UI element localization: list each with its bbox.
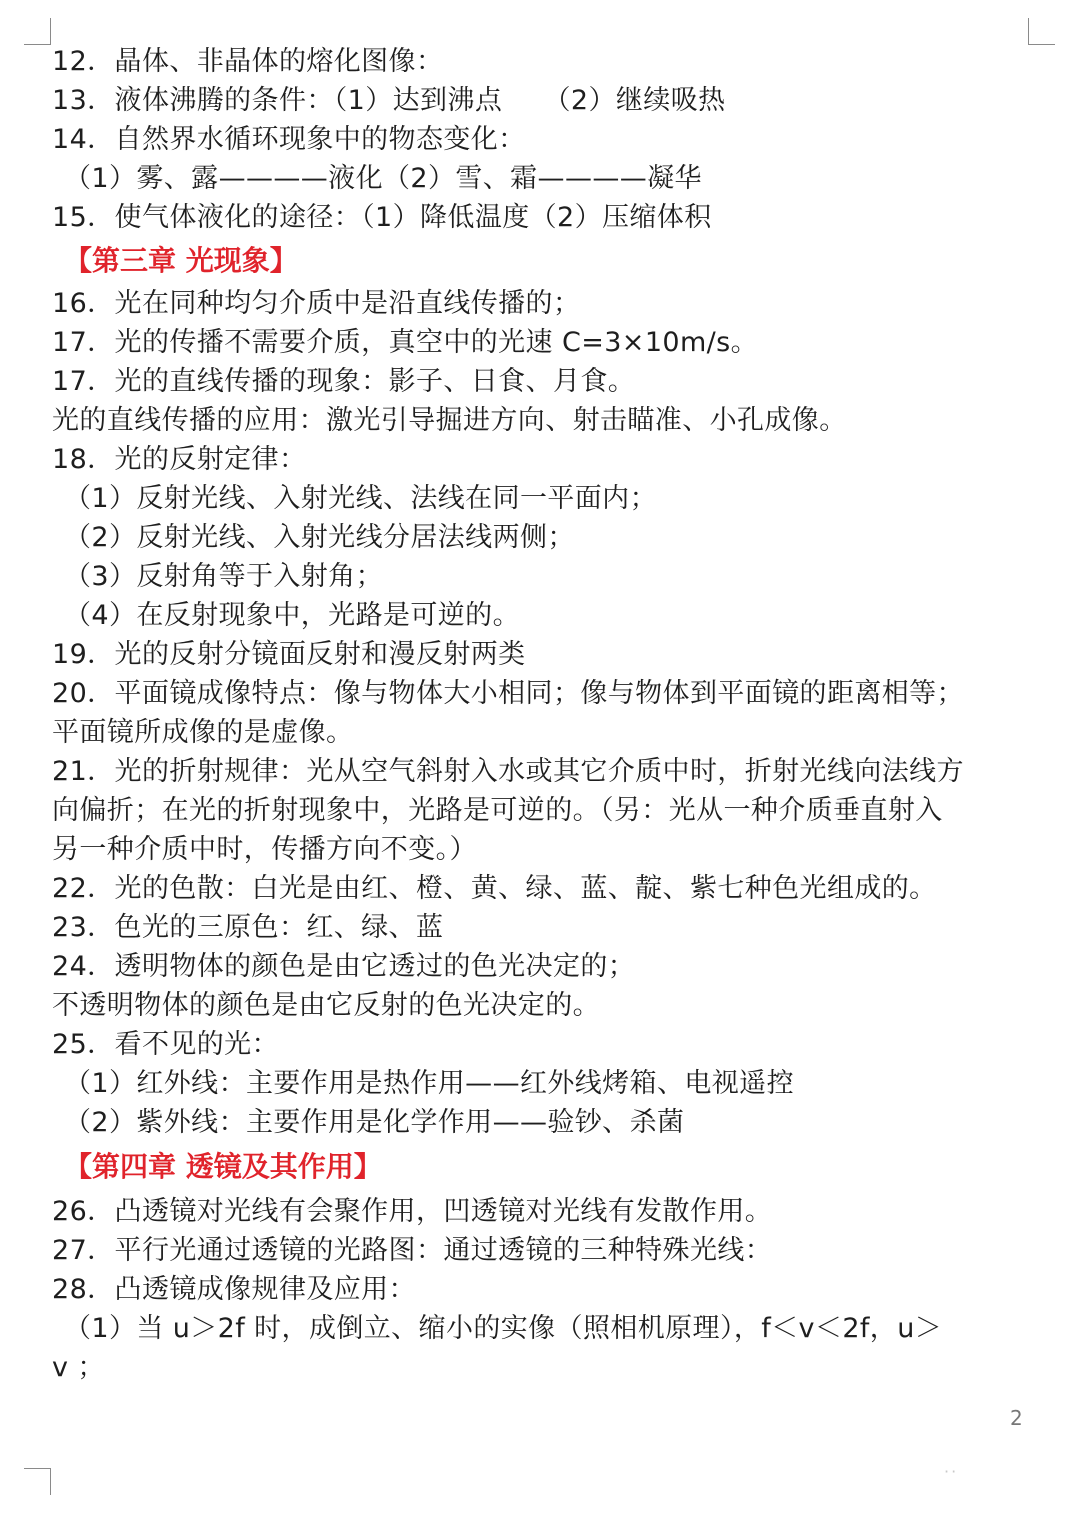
text-line: 21．光的折射规律：光从空气斜射入水或其它介质中时，折射光线向法线方 [52, 756, 964, 787]
text-line: （4）在反射现象中，光路是可逆的。 [64, 600, 520, 631]
text-line: 23．色光的三原色：红、绿、蓝 [52, 912, 444, 943]
text-line: 12．晶体、非晶体的熔化图像： [52, 46, 444, 77]
chapter-3-heading: 【第三章 光现象】 [64, 244, 298, 277]
text-line: 25．看不见的光： [52, 1029, 279, 1060]
text-line: v ； [52, 1352, 105, 1383]
text-line: 19．光的反射分镜面反射和漫反射两类 [52, 639, 526, 670]
text-line: （1）反射光线、入射光线、法线在同一平面内； [64, 483, 657, 514]
crop-mark-top-left [24, 18, 51, 45]
text-line: 18．光的反射定律： [52, 444, 307, 475]
text-line: （1）雾、露————液化（2）雪、霜————凝华 [64, 163, 702, 194]
text-line: 14．自然界水循环现象中的物态变化： [52, 124, 526, 155]
text-line: 光的直线传播的应用：激光引导掘进方向、射击瞄准、小孔成像。 [52, 405, 847, 436]
text-line: 另一种介质中时，传播方向不变。） [52, 834, 477, 865]
footer-mark: ·· [944, 1462, 959, 1481]
crop-mark-bottom-left [24, 1468, 51, 1495]
text-line: （1）红外线：主要作用是热作用——红外线烤箱、电视遥控 [64, 1068, 794, 1099]
text-line: 20．平面镜成像特点：像与物体大小相同；像与物体到平面镜的距离相等； [52, 678, 964, 709]
text-line: （2）紫外线：主要作用是化学作用——验钞、杀菌 [64, 1107, 685, 1138]
text-line: （2）反射光线、入射光线分居法线两侧； [64, 522, 575, 553]
text-line: （3）反射角等于入射角； [64, 561, 383, 592]
text-line: 13．液体沸腾的条件：（1）达到沸点 （2）继续吸热 [52, 85, 726, 116]
page-number: 2 [1010, 1406, 1023, 1430]
text-line: 不透明物体的颜色是由它反射的色光决定的。 [52, 990, 600, 1021]
text-line: 26．凸透镜对光线有会聚作用，凹透镜对光线有发散作用。 [52, 1196, 773, 1227]
text-line: 17．光的传播不需要介质，真空中的光速 C=3×10m/s。 [52, 327, 759, 358]
text-line: 16．光在同种均匀介质中是沿直线传播的； [52, 288, 581, 319]
text-line: 28．凸透镜成像规律及应用： [52, 1274, 416, 1305]
text-line: 17．光的直线传播的现象：影子、日食、月食。 [52, 366, 636, 397]
crop-mark-top-right [1028, 18, 1055, 45]
text-line: （1）当 u＞2f 时，成倒立、缩小的实像（照相机原理），f＜v＜2f，u＞ [64, 1313, 943, 1344]
text-line: 15．使气体液化的途径：（1）降低温度（2）压缩体积 [52, 202, 712, 233]
text-line: 22．光的色散：白光是由红、橙、黄、绿、蓝、靛、紫七种色光组成的。 [52, 873, 937, 904]
text-line: 向偏折；在光的折射现象中，光路是可逆的。（另：光从一种介质垂直射入 [52, 795, 943, 826]
text-line: 平面镜所成像的是虚像。 [52, 717, 354, 748]
document-body [52, 42, 1042, 1387]
chapter-4-heading: 【第四章 透镜及其作用】 [64, 1150, 382, 1183]
text-line: 24．透明物体的颜色是由它透过的色光决定的； [52, 951, 636, 982]
text-line: 27．平行光通过透镜的光路图：通过透镜的三种特殊光线： [52, 1235, 773, 1266]
